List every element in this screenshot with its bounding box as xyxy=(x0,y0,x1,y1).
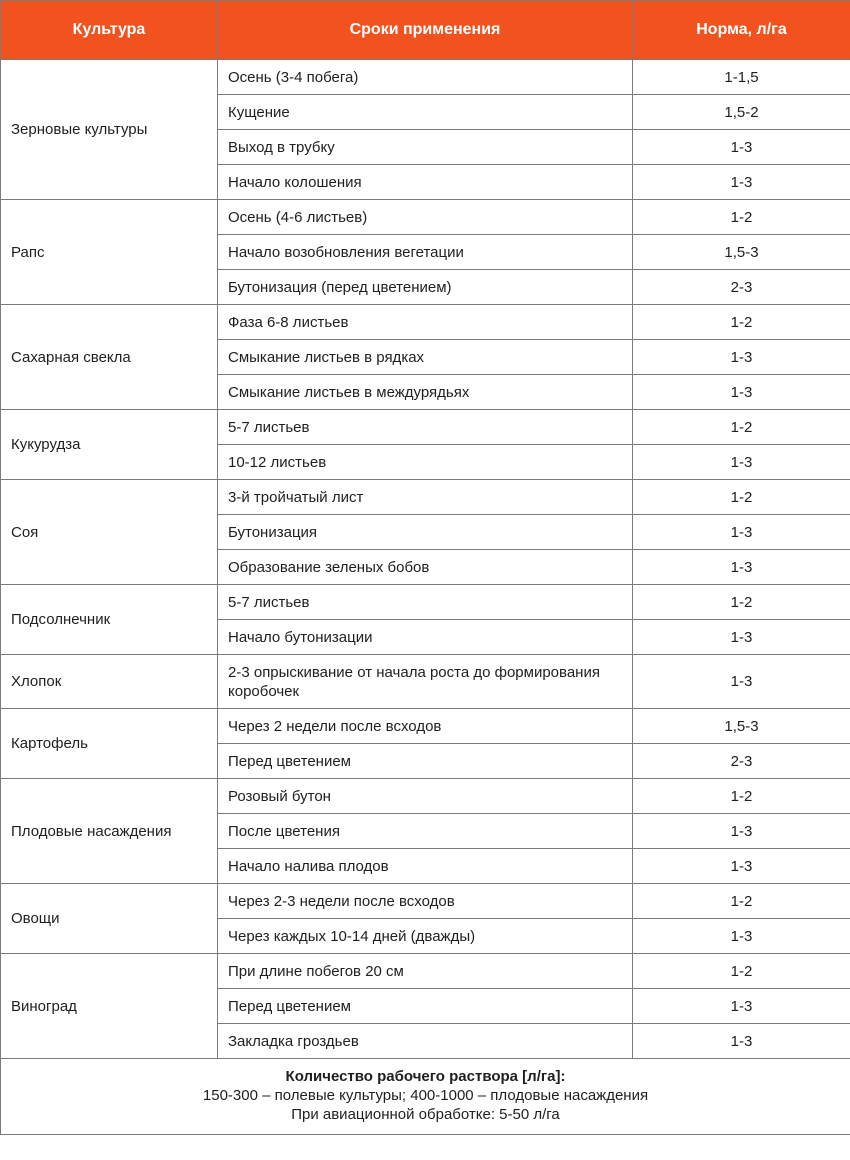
period-cell: Закладка гроздьев xyxy=(218,1024,633,1059)
period-cell: Через 2 недели после всходов xyxy=(218,709,633,744)
crop-cell: Кукурудза xyxy=(1,410,218,480)
crop-cell: Соя xyxy=(1,480,218,585)
rate-cell: 1-3 xyxy=(633,340,850,375)
rate-cell: 1-2 xyxy=(633,480,850,515)
period-cell: 3-й тройчатый лист xyxy=(218,480,633,515)
header-rate: Норма, л/га xyxy=(633,1,850,60)
period-cell: Фаза 6-8 листьев xyxy=(218,305,633,340)
period-cell: Через каждых 10-14 дней (дважды) xyxy=(218,919,633,954)
rate-cell: 1-3 xyxy=(633,165,850,200)
footer-note xyxy=(1,1059,850,1135)
period-cell: 2-3 опрыскивание от начала роста до формирования коробочек xyxy=(218,655,633,709)
period-cell: Начало налива плодов xyxy=(218,849,633,884)
crop-cell: Подсолнечник xyxy=(1,585,218,655)
rate-cell: 1-1,5 xyxy=(633,60,850,95)
crop-cell: Виноград xyxy=(1,954,218,1059)
table-row xyxy=(1,779,850,814)
crop-cell: Сахарная свекла xyxy=(1,305,218,410)
period-cell: Розовый бутон xyxy=(218,779,633,814)
rate-cell: 1-2 xyxy=(633,884,850,919)
period-cell: 5-7 листьев xyxy=(218,585,633,620)
crop-cell: Зерновые культуры xyxy=(1,60,218,200)
rate-cell: 1-3 xyxy=(633,655,850,709)
crop-cell: Хлопок xyxy=(1,655,218,709)
period-cell: После цветения xyxy=(218,814,633,849)
period-cell: При длине побегов 20 см xyxy=(218,954,633,989)
rate-cell: 1-3 xyxy=(633,515,850,550)
period-cell: Кущение xyxy=(218,95,633,130)
table-row xyxy=(1,305,850,340)
rate-cell: 2-3 xyxy=(633,744,850,779)
footer-title: Количество рабочего раствора [л/га]: xyxy=(285,1068,566,1085)
footer-line-2: При авиационной обработке: 5-50 л/га xyxy=(291,1106,560,1123)
period-cell: Смыкание листьев в междурядьях xyxy=(218,375,633,410)
period-cell: Перед цветением xyxy=(218,744,633,779)
table-row xyxy=(1,585,850,620)
rate-cell: 1-3 xyxy=(633,849,850,884)
rate-cell: 1-3 xyxy=(633,814,850,849)
rate-cell: 1-3 xyxy=(633,375,850,410)
table-row xyxy=(1,655,850,709)
table-row xyxy=(1,200,850,235)
period-cell: Осень (3-4 побега) xyxy=(218,60,633,95)
footer-line-1: 150-300 – полевые культуры; 400-1000 – плодовые насаждения xyxy=(202,1087,649,1104)
rate-cell: 1-3 xyxy=(633,1024,850,1059)
rate-cell: 1-3 xyxy=(633,130,850,165)
rate-cell: 1,5-3 xyxy=(633,235,850,270)
period-cell: 5-7 листьев xyxy=(218,410,633,445)
rate-cell: 1-2 xyxy=(633,305,850,340)
table-row xyxy=(1,60,850,95)
rate-cell: 1,5-3 xyxy=(633,709,850,744)
period-cell: Перед цветением xyxy=(218,989,633,1024)
crop-cell: Плодовые насаждения xyxy=(1,779,218,884)
period-cell: Выход в трубку xyxy=(218,130,633,165)
table-body xyxy=(1,60,850,1059)
rate-cell: 1-2 xyxy=(633,954,850,989)
period-cell: Смыкание листьев в рядках xyxy=(218,340,633,375)
period-cell: Начало возобновления вегетации xyxy=(218,235,633,270)
rate-cell: 1-3 xyxy=(633,620,850,655)
header-crop: Культура xyxy=(1,1,218,60)
rate-cell: 1-3 xyxy=(633,919,850,954)
crop-cell: Овощи xyxy=(1,884,218,954)
table-row xyxy=(1,954,850,989)
period-cell: Образование зеленых бобов xyxy=(218,550,633,585)
rate-cell: 1-3 xyxy=(633,445,850,480)
footer-row xyxy=(1,1059,850,1135)
period-cell: Начало колошения xyxy=(218,165,633,200)
period-cell: 10-12 листьев xyxy=(218,445,633,480)
rate-cell: 1-2 xyxy=(633,585,850,620)
period-cell: Бутонизация (перед цветением) xyxy=(218,270,633,305)
rate-cell: 2-3 xyxy=(633,270,850,305)
table-row xyxy=(1,884,850,919)
rate-cell: 1-2 xyxy=(633,200,850,235)
rate-cell: 1-2 xyxy=(633,410,850,445)
period-cell: Осень (4-6 листьев) xyxy=(218,200,633,235)
rate-cell: 1-3 xyxy=(633,989,850,1024)
crop-cell: Рапс xyxy=(1,200,218,305)
period-cell: Через 2-3 недели после всходов xyxy=(218,884,633,919)
table-row xyxy=(1,480,850,515)
rate-cell: 1-2 xyxy=(633,779,850,814)
crop-cell: Картофель xyxy=(1,709,218,779)
period-cell: Начало бутонизации xyxy=(218,620,633,655)
table-header-row xyxy=(1,1,850,60)
rate-cell: 1,5-2 xyxy=(633,95,850,130)
period-cell: Бутонизация xyxy=(218,515,633,550)
rate-cell: 1-3 xyxy=(633,550,850,585)
table-row xyxy=(1,709,850,744)
header-period: Сроки применения xyxy=(218,1,633,60)
table-row xyxy=(1,410,850,445)
